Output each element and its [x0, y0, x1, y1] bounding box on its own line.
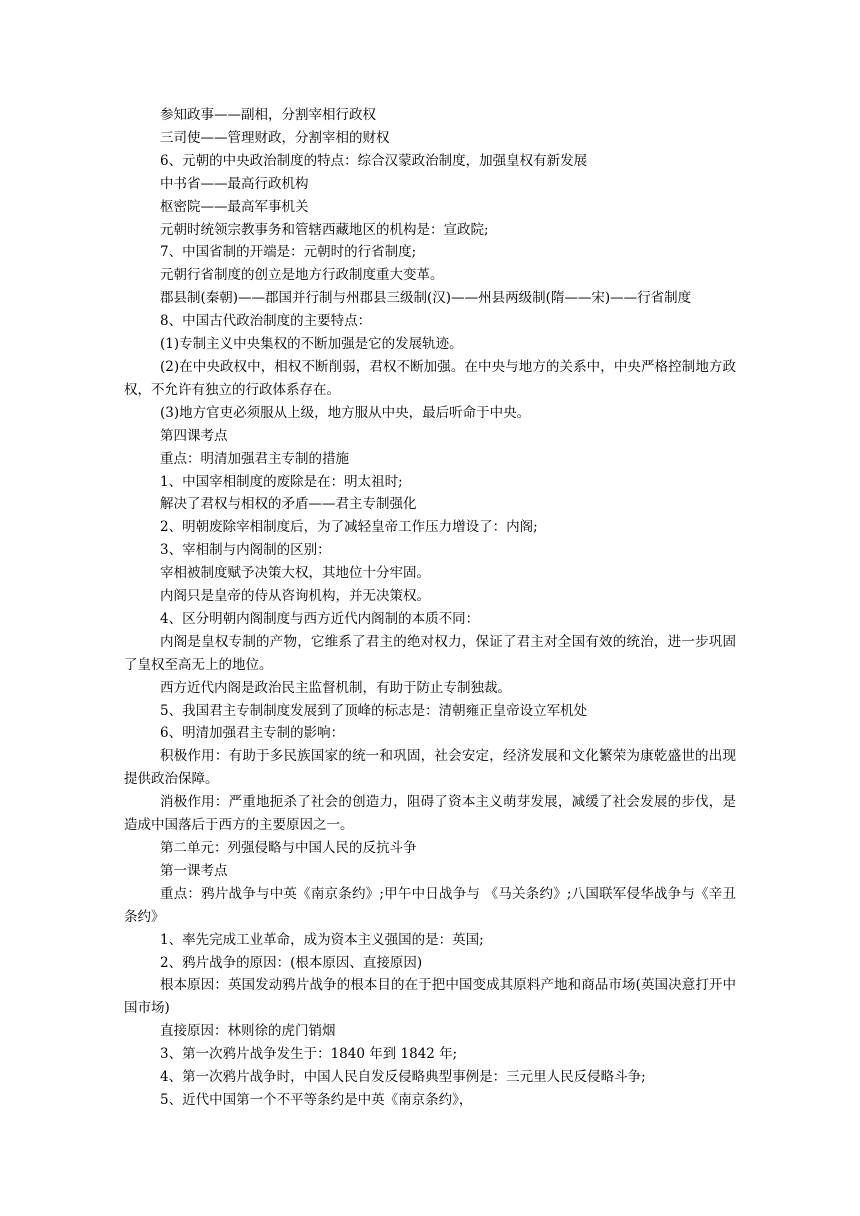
text-line: 元朝行省制度的创立是地方行政制度重大变革。 [160, 267, 444, 284]
text-line: 枢密院——最高军事机关 [160, 198, 309, 215]
paragraph: 内阁是皇权专制的产物，它维系了君主的绝对权力，保证了君主对全国有效的统治，进一步巩固了皇权至高无上的地位。 [124, 633, 736, 673]
text-line: 3、第一次鸦片战争发生于：1840 年到 1842 年; [160, 1046, 458, 1063]
text-line: 西方近代内阁是政治民主监督机制，有助于防止专制独裁。 [160, 679, 511, 696]
text-line: 1、中国宰相制度的废除是在：明太祖时; [160, 473, 403, 490]
text-line: 3、宰相制与内阁制的区别： [160, 542, 331, 559]
text-line: 7、中国省制的开端是：元朝时的行省制度; [160, 244, 417, 261]
paragraph: 重点：鸦片战争与中英《南京条约》;甲午中日战争与 《马关条约》;八国联军侵华战争与《辛丑条约》 [124, 885, 736, 925]
section-heading: 第一课考点 [160, 862, 228, 879]
text-line: 4、第一次鸦片战争时，中国人民自发反侵略典型事例是：三元里人民反侵略斗争; [160, 1069, 646, 1086]
text-line: 元朝时统领宗教事务和管辖西藏地区的机构是：宣政院; [160, 221, 489, 238]
text-line: 宰相被制度赋予决策大权，其地位十分牢固。 [160, 565, 430, 582]
text-line: 直接原因：林则徐的虎门销烟 [160, 1023, 336, 1040]
text-line: 2、鸦片战争的原因：(根本原因、直接原因) [160, 954, 423, 971]
text-line: 重点：明清加强君主专制的措施 [160, 450, 349, 467]
text-line: 三司使——管理财政，分割宰相的财权 [160, 129, 390, 146]
text-line: 8、中国古代政治制度的主要特点： [160, 313, 372, 330]
text-line: (3)地方官吏必须服从上级，地方服从中央，最后听命于中央。 [160, 404, 531, 421]
document-body [124, 104, 736, 1112]
text-line: 6、明清加强君主专制的影响： [160, 725, 345, 742]
text-line: 解决了君权与相权的矛盾——君主专制强化 [160, 496, 417, 513]
text-line: 中书省——最高行政机构 [160, 175, 309, 192]
text-line: 郡县制(秦朝)——郡国并行制与州郡县三级制(汉)——州县两级制(隋——宋)——行省制度 [160, 290, 692, 307]
text-line: 6、元朝的中央政治制度的特点：综合汉蒙政治制度，加强皇权有新发展 [160, 152, 588, 169]
text-line: 4、区分明朝内阁制度与西方近代内阁制的本质不同： [160, 610, 480, 627]
unit-heading: 第二单元：列强侵略与中国人民的反抗斗争 [160, 840, 417, 856]
paragraph: 根本原因：英国发动鸦片战争的根本目的在于把中国变成其原料产地和商品市场(英国决意打开中国市场) [124, 977, 736, 1017]
text-line: (1)专制主义中央集权的不断加强是它的发展轨迹。 [160, 336, 463, 353]
paragraph: 消极作用：严重地扼杀了社会的创造力，阻碍了资本主义萌芽发展，减缓了社会发展的步伐，是造成中国落后于西方的主要原因之一。 [124, 794, 736, 834]
paragraph: 积极作用：有助于多民族国家的统一和巩固，社会安定，经济发展和文化繁荣为康乾盛世的出现提供政治保障。 [124, 748, 736, 788]
text-line: 参知政事——副相，分割宰相行政权 [160, 107, 376, 123]
text-line: 5、近代中国第一个不平等条约是中英《南京条约》， [160, 1091, 473, 1108]
text-line: 1、率先完成工业革命，成为资本主义强国的是：英国; [160, 931, 484, 948]
text-line: 内阁只是皇帝的侍从咨询机构，并无决策权。 [160, 588, 430, 605]
text-line: 5、我国君主专制制度发展到了顶峰的标志是：清朝雍正皇帝设立军机处 [160, 702, 588, 719]
paragraph: (2)在中央政权中，相权不断削弱，君权不断加强。在中央与地方的关系中，中央严格控制地方政权，不允许有独立的行政体系存在。 [124, 358, 736, 398]
text-line: 2、明朝废除宰相制度后，为了减轻皇帝工作压力增设了：内阁; [160, 519, 538, 536]
section-heading: 第四课考点 [160, 427, 228, 444]
